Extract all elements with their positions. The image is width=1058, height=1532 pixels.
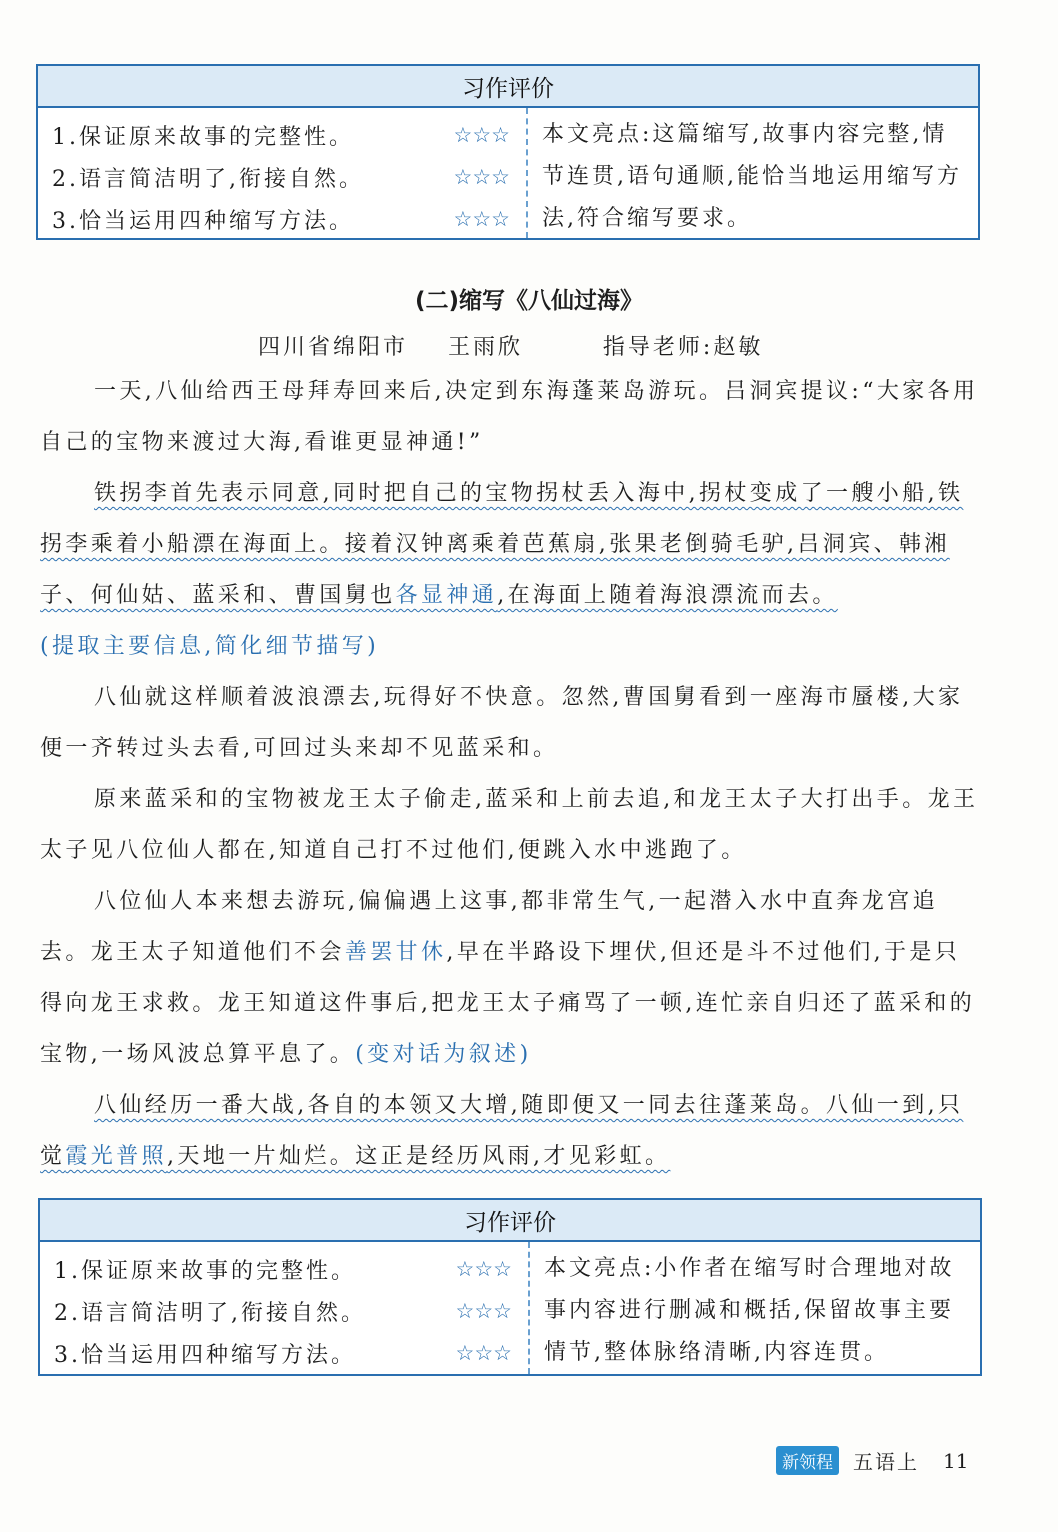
annotation-note: (提取主要信息,简化细节描写) [40, 634, 380, 659]
evaluation-comment: 本文亮点:小作者在缩写时合理地对故事内容进行删减和概括,保留故事主要情节,整体脉络清晰,内容连贯。 [544, 1256, 955, 1365]
criteria-list [38, 108, 528, 238]
criterion-row [52, 114, 526, 156]
page-footer [776, 1446, 968, 1475]
paragraph-2 [40, 468, 980, 621]
page-number: 11 [943, 1448, 969, 1473]
star-rating: ☆☆☆ [455, 1299, 512, 1323]
criteria-list [40, 1242, 530, 1374]
criterion-row [52, 198, 526, 240]
criterion-text: 1.保证原来故事的完整性。 [54, 1258, 356, 1284]
evaluation-title: 习作评价 [38, 66, 978, 108]
criterion-text: 1.保证原来故事的完整性。 [52, 124, 354, 150]
paragraph-6-text: 八仙经历一番大战,各自的本领又大增,随即便又一同去往蓬莱岛。八仙一到,只觉 [40, 1093, 964, 1169]
grade-label: 五语上 [853, 1450, 919, 1474]
evaluation-table-1 [36, 64, 980, 240]
highlight-idiom: 霞光普照 [65, 1144, 168, 1169]
article-title: (二)缩写《八仙过海》 [414, 288, 644, 314]
star-rating: ☆☆☆ [453, 207, 510, 231]
paragraph-3: 八仙就这样顺着波浪漂去,玩得好不快意。忽然,曹国舅看到一座海市蜃楼,大家便一齐转过头去看,可回过头来却不见蓝采和。 [40, 685, 964, 761]
paragraph-6-end: ,天地一片灿烂。这正是经历风雨,才见彩虹。 [167, 1144, 671, 1169]
criterion-text: 2.语言简洁明了,衔接自然。 [54, 1300, 366, 1326]
criterion-row [52, 156, 526, 198]
criterion-row [54, 1248, 528, 1290]
annotation-note: (变对话为叙述) [355, 1042, 532, 1067]
paragraph-2-text: 铁拐李首先表示同意,同时把自己的宝物拐杖丢入海中,拐杖变成了一艘小船,铁拐李乘着小船漂在海面上。接着汉钟离乘着芭蕉扇,张果老倒骑毛驴,吕洞宾、韩湘子、何仙姑、蓝采和、曹国舅也 [40, 481, 964, 608]
star-rating: ☆☆☆ [455, 1257, 512, 1281]
author-byline: 四川省绵阳市 王雨欣 指导老师:赵敏 [258, 335, 764, 360]
paragraph-2-end: ,在海面上随着海浪漂流而去。 [497, 583, 838, 608]
paragraph-5-text: 八位仙人本来想去游玩,偏偏遇上这事,都非常生气,一起潜入水中直奔龙宫追去。龙王太子知道他们不会 [40, 889, 938, 965]
paragraph-1: 一天,八仙给西王母拜寿回来后,决定到东海蓬莱岛游玩。吕洞宾提议:“大家各用自己的宝物来渡过大海,看谁更显神通!” [40, 379, 979, 455]
paragraph-6 [40, 1080, 980, 1182]
star-rating: ☆☆☆ [453, 165, 510, 189]
criterion-row [54, 1290, 528, 1332]
evaluation-comment: 本文亮点:这篇缩写,故事内容完整,情节连贯,语句通顺,能恰当地运用缩写方法,符合缩写要求。 [542, 122, 962, 231]
paragraph-4: 原来蓝采和的宝物被龙王太子偷走,蓝采和上前去追,和龙王太子大打出手。龙王太子见八位仙人都在,知道自己打不过他们,便跳入水中逃跑了。 [40, 787, 979, 863]
evaluation-title: 习作评价 [40, 1200, 980, 1242]
criterion-text: 3.恰当运用四种缩写方法。 [54, 1342, 356, 1368]
star-rating: ☆☆☆ [455, 1341, 512, 1365]
criterion-row [54, 1332, 528, 1374]
brand-badge: 新领程 [776, 1446, 839, 1475]
criterion-text: 3.恰当运用四种缩写方法。 [52, 208, 354, 234]
criterion-text: 2.语言简洁明了,衔接自然。 [52, 166, 364, 192]
highlight-idiom: 各显神通 [395, 583, 498, 608]
highlight-idiom: 善罢甘休 [344, 940, 447, 965]
evaluation-table-2 [38, 1198, 982, 1376]
paragraph-5-end: ,早在半路设下埋伏,但还是斗不过他们,于是只得向龙王求救。龙王知道这件事后,把龙王太子痛骂了一顿,连忙亲自归还了蓝采和的宝物,一场风波总算平息了。 [40, 940, 976, 1067]
paragraph-5 [40, 876, 980, 1080]
star-rating: ☆☆☆ [453, 123, 510, 147]
